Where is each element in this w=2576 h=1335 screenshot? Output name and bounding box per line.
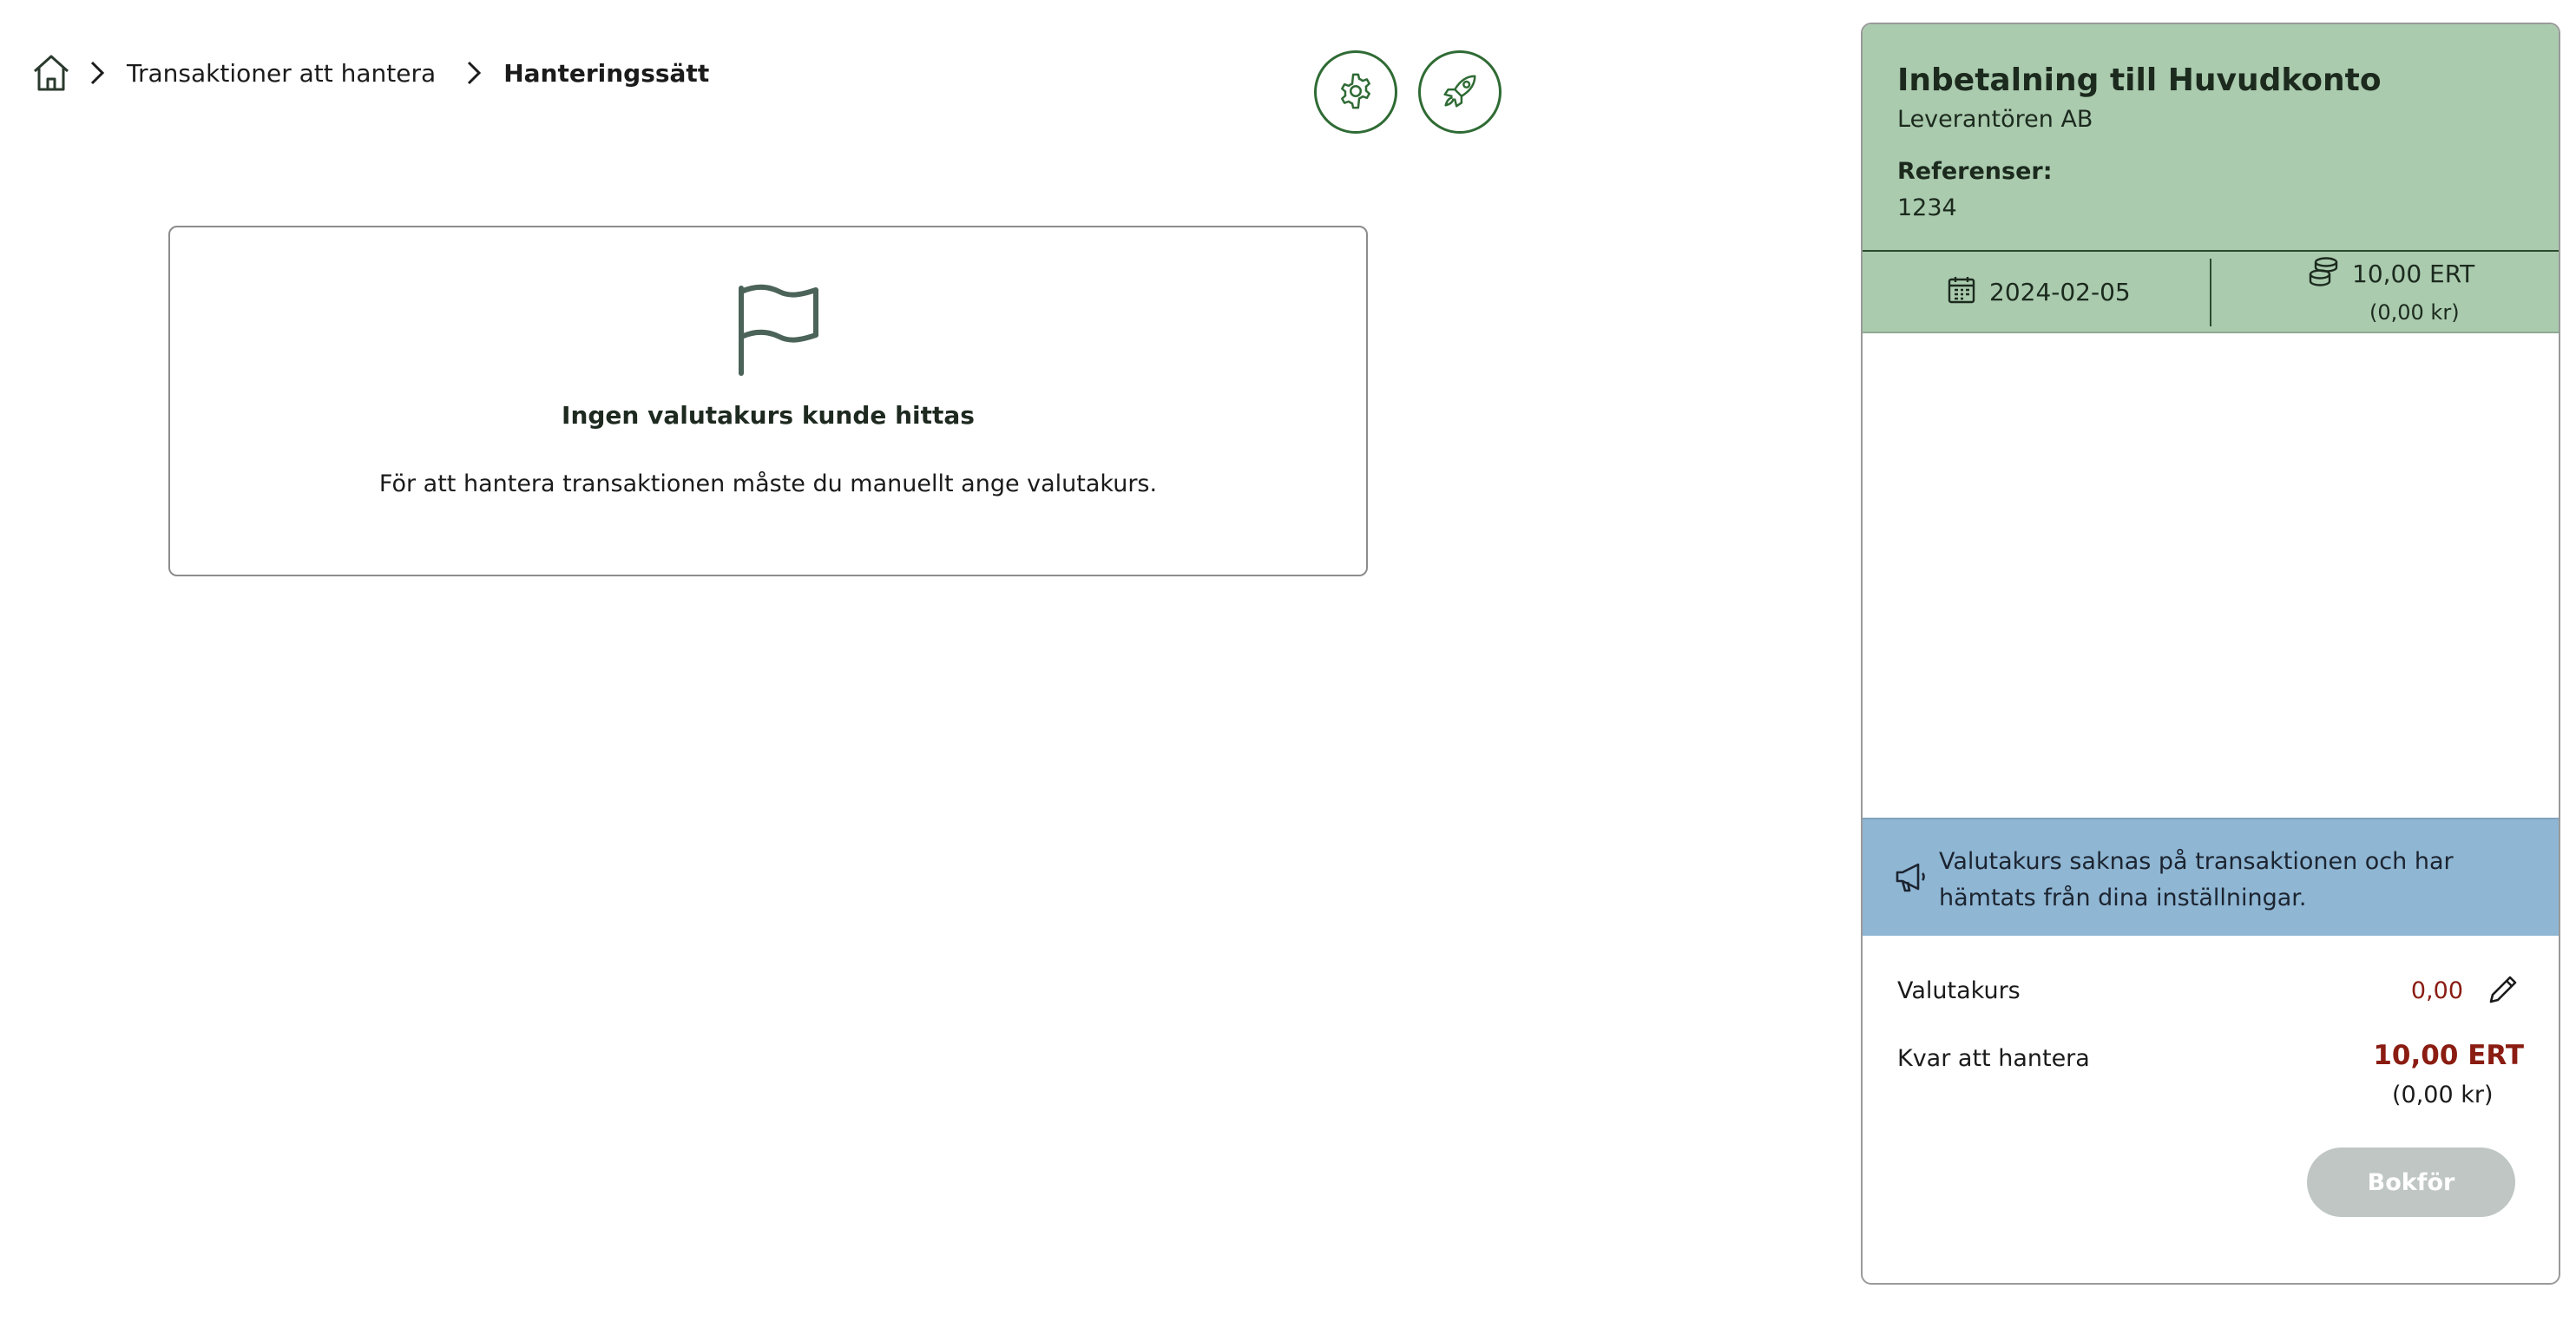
references-label: Referenser: xyxy=(1897,158,2053,185)
empty-state-title: Ingen valutakurs kunde hittas xyxy=(562,401,975,430)
chevron-right-icon xyxy=(85,57,109,89)
exchange-rate-label: Valutakurs xyxy=(1897,977,2021,1004)
remaining-amount: 10,00 ERT xyxy=(2373,1040,2524,1071)
transaction-meta xyxy=(1863,252,2559,333)
pencil-icon xyxy=(2486,972,2520,1010)
references-value: 1234 xyxy=(1897,194,1957,221)
settings-button[interactable] xyxy=(1314,50,1397,134)
transaction-panel xyxy=(1861,23,2560,1285)
transaction-amount xyxy=(2307,255,2474,292)
transaction-amount-sek: (0,00 kr) xyxy=(2369,300,2460,325)
info-notice xyxy=(1863,818,2559,936)
transaction-header xyxy=(1863,24,2559,252)
transaction-title: Inbetalning till Huvudkonto xyxy=(1897,62,2382,98)
breadcrumb xyxy=(30,50,709,95)
edit-exchange-rate-button[interactable] xyxy=(2482,970,2524,1012)
remaining-label: Kvar att hantera xyxy=(1897,1045,2090,1072)
rocket-button[interactable] xyxy=(1418,50,1502,134)
megaphone-icon xyxy=(1894,859,1929,898)
exchange-rate-value: 0,00 xyxy=(2410,977,2463,1004)
chevron-right-icon xyxy=(462,57,486,89)
book-button[interactable]: Bokför xyxy=(2307,1148,2515,1217)
breadcrumb-current: Hanteringssätt xyxy=(503,58,710,88)
home-icon[interactable] xyxy=(30,51,73,95)
breadcrumb-link-transactions[interactable]: Transaktioner att hantera xyxy=(127,58,437,88)
transaction-date xyxy=(1946,274,2131,309)
meta-divider xyxy=(2210,259,2211,326)
calendar-icon xyxy=(1946,274,1977,309)
empty-state-text: För att hantera transaktionen måste du manuellt ange valutakurs. xyxy=(378,470,1158,497)
transaction-counterparty: Leverantören AB xyxy=(1897,106,2093,133)
info-notice-text: Valutakurs saknas på transaktionen och har hämtats från dina inställningar. xyxy=(1939,848,2454,911)
coins-icon xyxy=(2307,255,2340,292)
transaction-amount-value: 10,00 ERT xyxy=(2352,259,2475,288)
no-exchange-rate-card xyxy=(168,226,1368,576)
transaction-date-value: 2024-02-05 xyxy=(1989,277,2131,306)
flag-icon xyxy=(722,276,826,380)
remaining-amount-sek: (0,00 kr) xyxy=(2392,1082,2494,1108)
gear-icon xyxy=(1336,71,1376,114)
rocket-icon xyxy=(1440,71,1480,114)
